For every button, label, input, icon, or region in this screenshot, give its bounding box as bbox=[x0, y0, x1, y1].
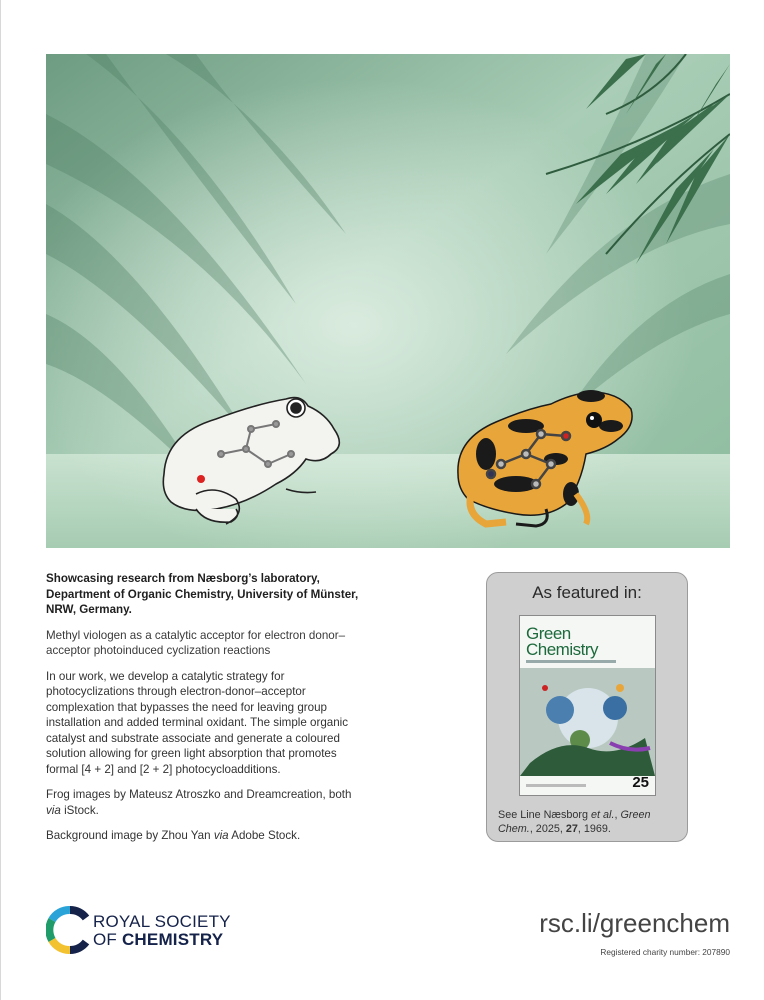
cover-title-line: Chemistry bbox=[526, 640, 599, 659]
rsc-logo-icon bbox=[46, 906, 94, 954]
showcase-line: Department of Organic Chemistry, University of Münster, bbox=[46, 587, 359, 601]
featured-heading: As featured in: bbox=[532, 583, 642, 602]
showcase-line: Showcasing research from Næsborg’s laboratory, bbox=[46, 572, 320, 585]
featured-citation: See Line Næsborg et al., Green Chem., 2025, 27, 1969. bbox=[498, 809, 651, 835]
credit-source: Adobe Stock. bbox=[231, 829, 301, 842]
cite-pages: , 1969. bbox=[577, 823, 611, 835]
credit-via: via bbox=[46, 803, 61, 817]
featured-in-box bbox=[486, 572, 688, 842]
rsc-logo-line2 bbox=[93, 930, 223, 950]
cover-title bbox=[526, 626, 598, 658]
abstract-line: installation and added terminal oxidant. The simple organic bbox=[46, 716, 349, 729]
article-title bbox=[46, 628, 391, 659]
background-credit bbox=[46, 828, 391, 844]
journal-url[interactable]: rsc.li/greenchem bbox=[539, 908, 730, 938]
abstract-line: catalyst and substrate associate and generate a coloured bbox=[46, 731, 340, 745]
abstract-line: solution allowing for green light absorption that promotes bbox=[46, 747, 337, 760]
showcase-line: NRW, Germany. bbox=[46, 603, 132, 616]
cite-author: See Line Næsborg bbox=[498, 809, 589, 821]
showcase-heading bbox=[46, 571, 391, 618]
article-title-line: acceptor photoinduced cyclization reactions bbox=[46, 644, 271, 657]
credit-source: iStock. bbox=[64, 803, 99, 817]
cite-year: , 2025, bbox=[529, 823, 563, 835]
credit-via: via bbox=[213, 829, 229, 842]
cover-artwork bbox=[520, 668, 655, 776]
cite-etal: et al. bbox=[591, 809, 615, 821]
rsc-logo-of: OF bbox=[93, 930, 118, 949]
hero-image bbox=[46, 54, 730, 548]
rsc-logo-chemistry: CHEMISTRY bbox=[121, 930, 224, 949]
abstract-line: complexation that bypasses the need for leaving group bbox=[46, 700, 328, 714]
abstract-line: In our work, we develop a catalytic strategy for bbox=[46, 669, 285, 683]
frog-credit-line: Frog images by Mateusz Atroszko and Dreamcreation, both bbox=[46, 788, 352, 801]
charity-number: Registered charity number: 207890 bbox=[600, 947, 730, 957]
frog-credit bbox=[46, 787, 391, 818]
text-column bbox=[46, 571, 391, 854]
abstract-line: photocyclizations through electron-donor–acceptor bbox=[46, 685, 306, 698]
cover-subtitle-bar bbox=[526, 660, 616, 663]
cite-volume: 27 bbox=[565, 823, 578, 835]
bg-credit-prefix: Background image by Zhou Yan bbox=[46, 829, 211, 842]
cite-journal: Green bbox=[620, 809, 651, 821]
abstract-line: formal [4 + 2] and [2 + 2] photocycloadditions. bbox=[46, 762, 281, 776]
cite-journal: Chem. bbox=[498, 823, 530, 835]
article-title-line: Methyl viologen as a catalytic acceptor for electron donor– bbox=[46, 628, 346, 642]
frog-credit-line bbox=[46, 803, 391, 819]
abstract-paragraph bbox=[46, 669, 391, 778]
rsc-logo-line1: ROYAL SOCIETY bbox=[93, 912, 231, 931]
cover-issue-number: 25 bbox=[632, 774, 649, 791]
cover-footer-bar bbox=[526, 784, 586, 787]
cover-title-line: Green bbox=[526, 624, 571, 643]
journal-cover[interactable] bbox=[519, 615, 656, 796]
left-border bbox=[0, 0, 1, 1000]
hero-illustration bbox=[46, 54, 730, 548]
